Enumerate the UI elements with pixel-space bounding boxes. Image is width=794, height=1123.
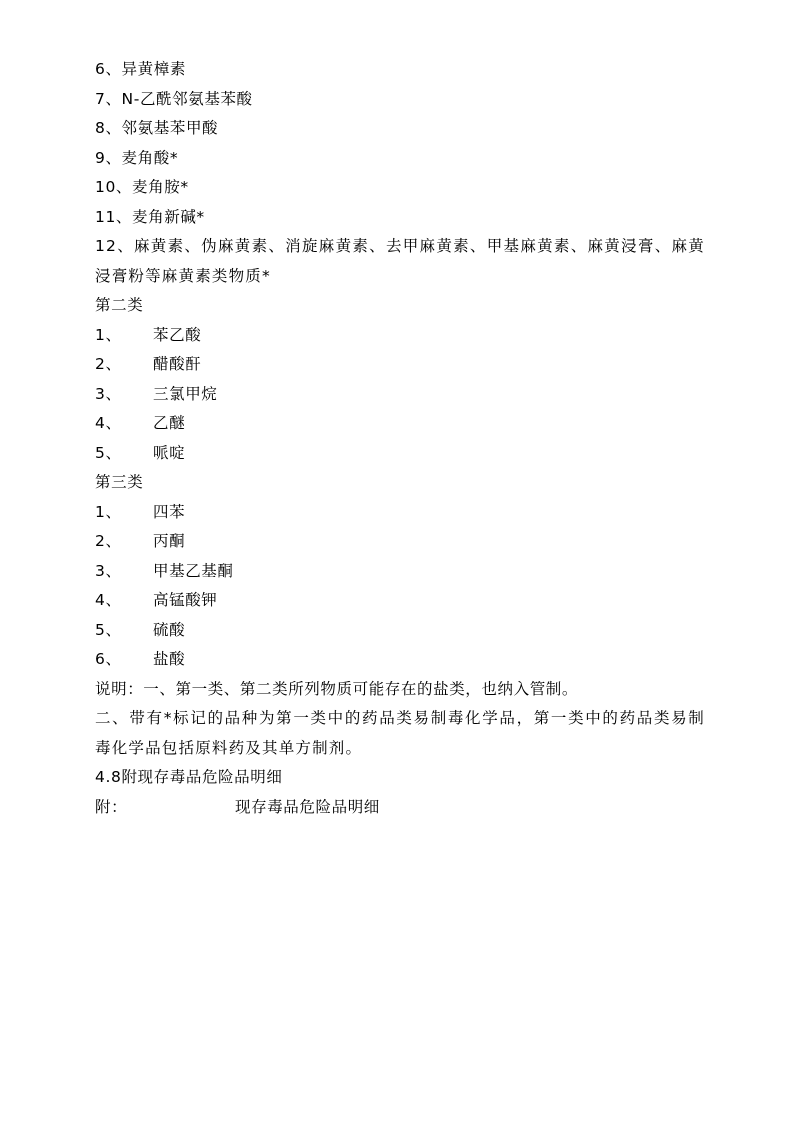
list-item-name: 硫酸 [153,620,186,639]
attachment-title: 现存毒品危险品明细 [235,797,380,816]
note-paragraph-2: 二、带有*标记的品种为第一类中的药品类易制毒化学品，第一类中的药品类易制毒化学品包括原料药及其单方制剂。 [95,709,705,757]
list-item-class2-4 [95,409,705,439]
note-paragraph-1: 说明：一、第一类、第二类所列物质可能存在的盐类，也纳入管制。 [95,679,579,698]
list-item-name: 三氯甲烷 [153,384,218,403]
list-item-number: 1、 [95,502,122,521]
list-item-class3-3 [95,557,705,587]
list-item-class1-6: 6、异黄樟素 [95,60,186,78]
class2-heading: 第二类 [95,296,144,314]
list-item-class1-7: 7、N-乙酰邻氨基苯酸 [95,89,253,108]
list-item-name: 盐酸 [153,650,186,668]
list-item-number: 4、 [95,414,122,432]
list-item-class1-9: 9、麦角酸* [95,148,179,167]
list-item-class1-8: 8、邻氨基苯甲酸 [95,119,219,137]
list-item-name: 高锰酸钾 [153,591,218,609]
list-item-class1-12: 12、麻黄素、伪麻黄素、消旋麻黄素、去甲麻黄素、甲基麻黄素、麻黄浸膏、麻黄浸膏粉等麻黄素类物质* [95,237,705,285]
list-item-name: 四苯 [153,502,186,521]
list-item-class3-1 [95,498,705,528]
list-item-class3-2 [95,527,705,557]
list-item-class2-2 [95,350,705,380]
document-body [95,55,705,822]
attachment-line [95,793,705,823]
list-item-class3-6 [95,645,705,675]
list-item-number: 2、 [95,355,122,373]
list-item-name: 苯乙酸 [153,325,202,344]
list-item-name: 丙酮 [153,532,186,550]
list-item-number: 4、 [95,591,122,609]
list-item-class2-1 [95,321,705,351]
attachment-label: 附： [95,797,128,816]
list-item-number: 6、 [95,650,122,668]
list-item-class2-5 [95,439,705,469]
list-item-name: 醋酸酐 [153,355,202,373]
list-item-class1-11: 11、麦角新碱* [95,207,205,226]
list-item-number: 3、 [95,561,122,580]
list-item-number: 5、 [95,443,122,462]
list-item-class2-3 [95,380,705,410]
list-item-number: 2、 [95,532,122,550]
list-item-class3-5 [95,616,705,646]
section-title: 4.8附现存毒品危险品明细 [95,768,283,786]
list-item-class3-4 [95,586,705,616]
list-item-class1-10: 10、麦角胺* [95,178,189,196]
list-item-number: 1、 [95,325,122,344]
list-item-name: 乙醚 [153,414,186,432]
list-item-name: 甲基乙基酮 [153,561,234,580]
list-item-name: 哌啶 [153,443,186,462]
class3-heading: 第三类 [95,473,144,491]
list-item-number: 3、 [95,384,122,403]
list-item-number: 5、 [95,620,122,639]
